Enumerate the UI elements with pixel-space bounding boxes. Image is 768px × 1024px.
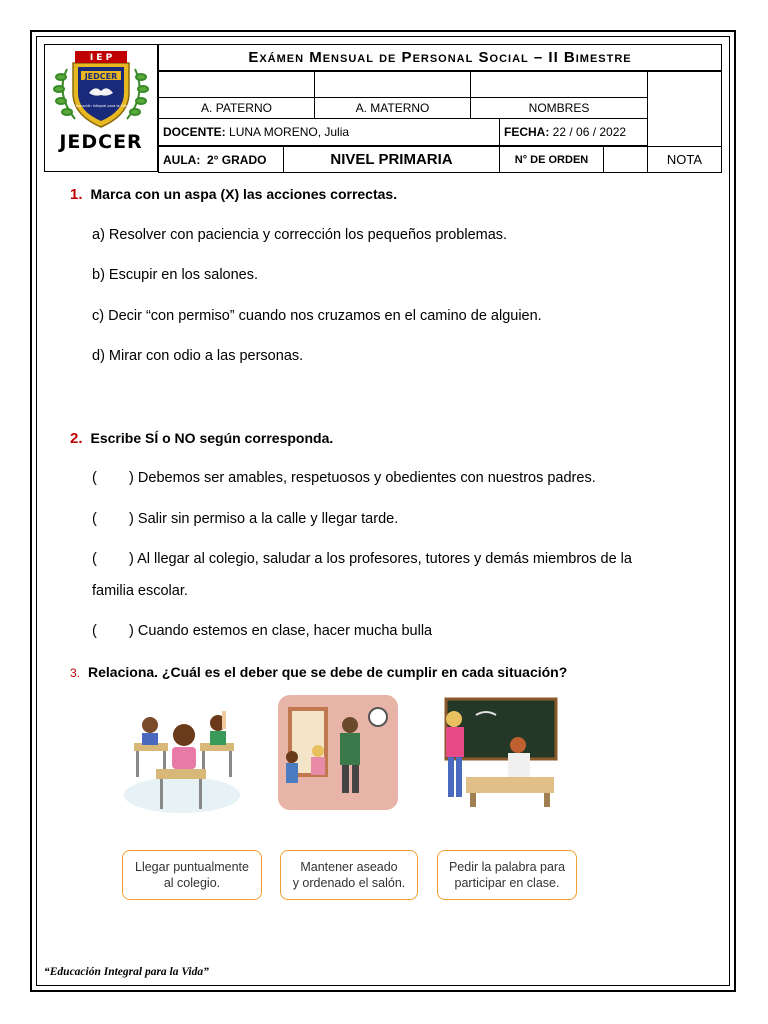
question-1-number: 1.: [70, 186, 83, 203]
question-2: [70, 430, 333, 447]
question-2-text: Escribe SÍ o NO según corresponda.: [90, 430, 334, 446]
materno-input[interactable]: [314, 71, 471, 98]
card-aseado[interactable]: Mantener aseado y ordenado el salón.: [280, 850, 418, 900]
orden-input[interactable]: [603, 146, 648, 173]
card-pedir-palabra[interactable]: Pedir la palabra para participar en clase.: [437, 850, 577, 900]
nota-label: NOTA: [647, 146, 722, 173]
school-name: JEDCER: [59, 131, 143, 153]
footer-motto: “Educación Integral para la Vida”: [44, 966, 209, 978]
question-3-number: 3.: [70, 666, 81, 680]
q2-item-2[interactable]: ( ) Salir sin permiso a la calle y llegar tarde.: [92, 511, 399, 527]
q2-item-4[interactable]: ( ) Cuando estemos en clase, hacer mucha bulla: [92, 623, 433, 639]
q1-option-d[interactable]: d) Mirar con odio a las personas.: [92, 348, 304, 364]
q1-option-c[interactable]: c) Decir “con permiso” cuando nos cruzamos en el camino de alguien.: [92, 308, 542, 324]
aula-value: 2° GRADO: [207, 152, 267, 167]
paterno-input[interactable]: [158, 71, 315, 98]
question-3: [70, 664, 567, 680]
docente-label: DOCENTE:: [163, 125, 226, 139]
q2-item-3[interactable]: ( ) Al llegar al colegio, saludar a los profesores, tutores y demás miembros de la: [92, 551, 632, 567]
cleaning-classroom-illustration: [436, 695, 560, 810]
logo-ribbon-text: Educación Integral para la Vida: [73, 104, 129, 108]
nota-blank[interactable]: [647, 71, 722, 147]
nombres-label: NOMBRES: [470, 97, 648, 119]
exam-title: Exámen Mensual de Personal Social – II Bimestre: [158, 44, 722, 71]
fecha-value: 22 / 06 / 2022: [552, 125, 627, 139]
q1-option-a[interactable]: a) Resolver con paciencia y corrección los pequeños problemas.: [92, 227, 508, 243]
school-crest-logo: [45, 49, 157, 133]
question-1-text: Marca con un aspa (X) las acciones correctas.: [90, 186, 398, 202]
card-puntualidad[interactable]: Llegar puntualmente al colegio.: [122, 850, 262, 900]
question-3-text: Relaciona. ¿Cuál es el deber que se debe de cumplir en cada situación?: [88, 664, 568, 680]
paterno-label: A. PATERNO: [158, 97, 315, 119]
q2-item-3-cont: familia escolar.: [92, 583, 188, 599]
logo-top-text: I E P: [89, 53, 113, 63]
question-2-number: 2.: [70, 430, 83, 447]
logo-crest-text: JEDCER: [84, 72, 118, 81]
docente-row: [158, 118, 500, 146]
question-1: [70, 186, 397, 203]
aula-label: AULA:: [163, 152, 201, 167]
fecha-row: [499, 118, 648, 146]
docente-value: LUNA MORENO, Julia: [229, 125, 350, 139]
orden-label: N° DE ORDEN: [499, 146, 604, 173]
aula-row: [158, 146, 284, 173]
nombres-input[interactable]: [470, 71, 648, 98]
q2-item-1[interactable]: ( ) Debemos ser amables, respetuosos y obedientes con nuestros padres.: [92, 470, 596, 486]
teacher-door-illustration: [278, 695, 398, 810]
materno-label: A. MATERNO: [314, 97, 471, 119]
nivel-label: NIVEL PRIMARIA: [283, 146, 500, 173]
school-logo-box: [44, 44, 158, 172]
q1-option-b[interactable]: b) Escupir en los salones.: [92, 267, 259, 283]
fecha-label: FECHA:: [504, 125, 550, 139]
classroom-raising-hand-illustration: [122, 695, 242, 815]
